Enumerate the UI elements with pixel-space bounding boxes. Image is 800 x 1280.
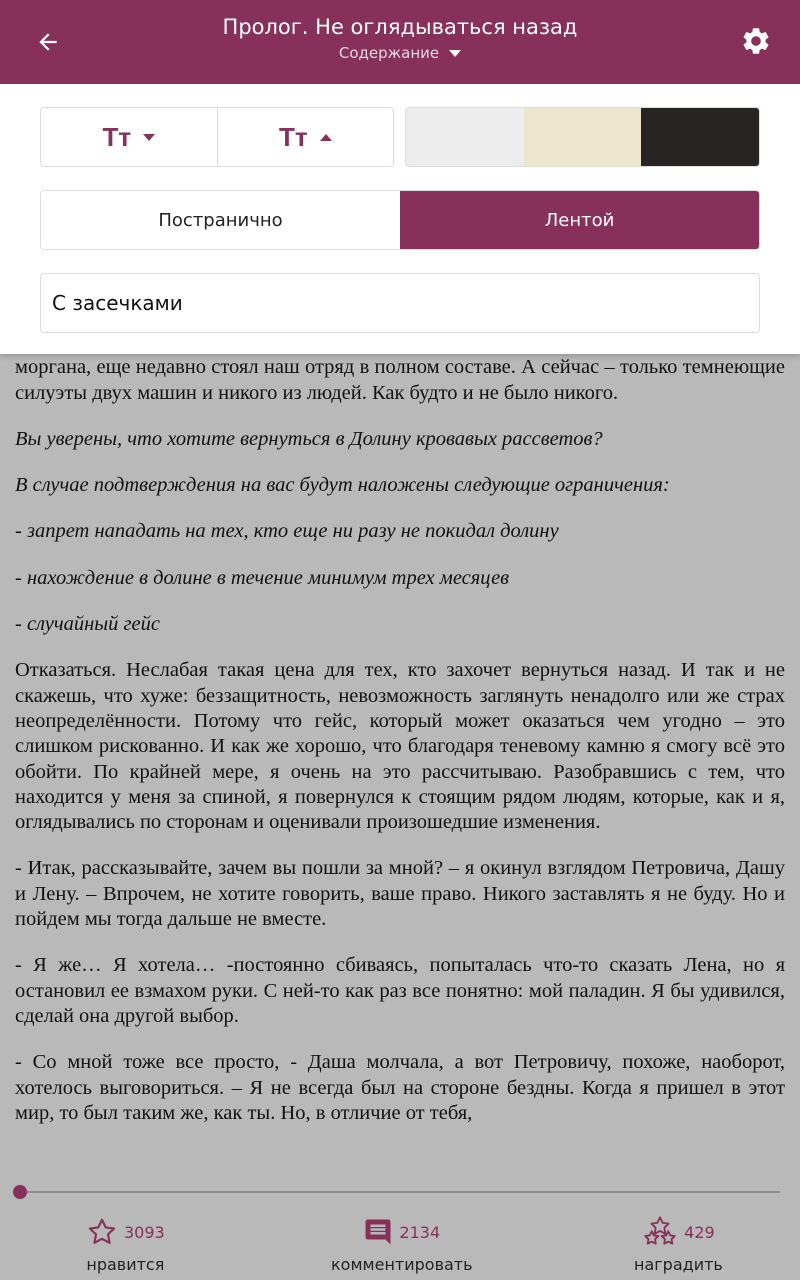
- book-paragraph: - нахождение в долине в течение минимум трех месяцев: [15, 566, 510, 589]
- font-increase-button[interactable]: [217, 108, 394, 166]
- book-text: [0, 330, 800, 1126]
- theme-sepia[interactable]: [524, 108, 642, 166]
- book-paragraph: Вы уверены, что хотите вернуться в Долину кровавых рассветов?: [15, 427, 603, 450]
- progress-track[interactable]: [20, 1191, 780, 1193]
- comment-button[interactable]: [331, 1214, 473, 1274]
- triangle-down-icon: [143, 134, 155, 141]
- reader-content[interactable]: [0, 330, 800, 1172]
- comment-label: комментировать: [331, 1255, 473, 1274]
- theme-selector: [405, 107, 760, 167]
- book-paragraph: В случае подтверждения на вас будут наложены следующие ограничения:: [15, 474, 670, 497]
- comment-count: 2134: [399, 1222, 441, 1242]
- settings-button[interactable]: [740, 25, 772, 57]
- book-paragraph: - запрет нападать на тех, кто еще ни разу не покидал долину: [15, 520, 559, 543]
- comment-icon: [363, 1217, 393, 1247]
- chapter-title: Пролог. Не оглядываться назад: [222, 15, 578, 39]
- book-paragraph: моргана, еще недавно стоял наш отряд в полном составе. А сейчас – только темнеющие силуэты двух машин и никого из людей. Как будто и не было никого.: [15, 356, 785, 404]
- reader-settings-panel: [0, 84, 800, 354]
- font-size-control: [40, 107, 394, 167]
- star-outline-icon: [86, 1216, 118, 1248]
- award-stars-icon: [642, 1214, 678, 1250]
- progress-knob[interactable]: [13, 1185, 27, 1199]
- book-paragraph: - Итак, рассказывайте, зачем вы пошли за мной? – я окинул взглядом Петровича, Дашу и Лену. – Впрочем, не хотите говорить, ваше право. Никого заставлять я не буду. Но и пойдем мы тогда дальше не вместе.: [15, 857, 785, 931]
- mode-paged-button[interactable]: Постранично: [41, 191, 400, 249]
- mode-scroll-button[interactable]: Лентой: [400, 191, 759, 249]
- reading-mode-toggle: [40, 190, 760, 250]
- caret-down-icon: [449, 50, 461, 57]
- book-paragraph: Отказаться. Неслабая такая цена для тех, кто захочет вернуться назад. И так и не скажешь, что хуже: беззащитность, невозможность заглянуть ненадолго или же страх неопределённости. Потому что гейс, который может оказаться чем угодно – это слишком рискованно. И как же хорошо, что благодаря теневому камню я смогу всё это обойти. По крайней мере, я очень на это рассчитываю. Разобравшись с тем, что находится у меня за спиной, я повернулся к стоящим рядом людям, которые, как и я, оглядывались по сторонам и оценивали произошедшие изменения.: [15, 659, 785, 834]
- like-label: нравится: [86, 1255, 165, 1274]
- toc-label: Содержание: [338, 44, 440, 62]
- top-app-bar: [0, 0, 800, 84]
- theme-dark[interactable]: [641, 108, 759, 166]
- font-decrease-button[interactable]: [41, 108, 217, 166]
- like-button[interactable]: [86, 1214, 165, 1274]
- award-label: наградить: [634, 1255, 723, 1274]
- font-increase-label: Тт: [278, 121, 308, 152]
- theme-light[interactable]: [406, 108, 524, 166]
- font-face-selector[interactable]: С засечками: [40, 273, 760, 333]
- gear-icon: [740, 25, 772, 57]
- award-count: 429: [684, 1222, 715, 1242]
- triangle-up-icon: [320, 134, 332, 141]
- font-decrease-label: Тт: [102, 121, 132, 152]
- bottom-bar: [0, 1172, 800, 1280]
- book-paragraph: - Я же… Я хотела… -постоянно сбиваясь, попыталась что-то сказать Лена, но я остановил ее взмахом руки. С ней-то как раз все понятно: мой паладин. Я бы удивился, сделай она другой выбор.: [15, 954, 785, 1027]
- like-count: 3093: [124, 1222, 165, 1242]
- award-button[interactable]: [634, 1214, 723, 1274]
- toc-dropdown[interactable]: [0, 44, 800, 62]
- book-paragraph: - Со мной тоже все просто, - Даша молчала, а вот Петровичу, похоже, наоборот, хотелось выговориться. – Я не всегда был на стороне бездны. Когда я пришел в этот мир, то был таким же, как ты. Но, в отличие от тебя,: [15, 1051, 785, 1124]
- book-paragraph: - случайный гейс: [15, 613, 160, 636]
